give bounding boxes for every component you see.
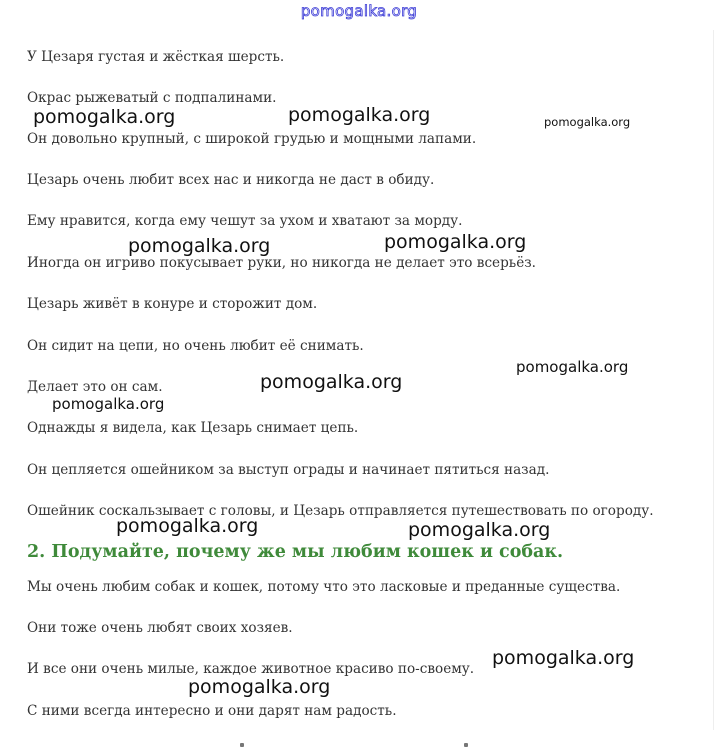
answer-paragraph: И все они очень милые, каждое животное красиво по-своему. — [27, 661, 475, 677]
header-watermark: pomogalka.org — [300, 2, 418, 20]
watermark: pomogalka.org — [516, 358, 629, 376]
answer-paragraph: Мы очень любим собак и кошек, потому что это ласковые и преданные существа. — [27, 579, 621, 595]
watermark: pomogalka.org — [52, 395, 165, 413]
answer-paragraph: С ними всегда интересно и они дарят нам радость. — [27, 703, 397, 719]
paragraph: Окрас рыжеватый с подпалинами. — [27, 90, 277, 106]
paragraph: Однажды я видела, как Цезарь снимает цепь. — [27, 420, 359, 436]
watermark: pomogalka.org — [492, 647, 635, 669]
paragraph: Цезарь живёт в конуре и сторожит дом. — [27, 296, 318, 312]
watermark: pomogalka.org — [408, 519, 551, 541]
paragraph: Иногда он игриво покусывает руки, но никогда не делает это всерьёз. — [27, 255, 536, 271]
watermark: pomogalka.org — [544, 115, 631, 129]
section-heading: 2. Подумайте, почему же мы любим кошек и собак. — [27, 542, 564, 562]
watermark: pomogalka.org — [288, 104, 431, 126]
paragraph: Делает это он сам. — [27, 379, 163, 395]
watermark: pomogalka.org — [384, 231, 527, 253]
paragraph: У Цезаря густая и жёсткая шерсть. — [27, 49, 285, 65]
cropped-mark — [240, 743, 244, 747]
paragraph: Ему нравится, когда ему чешут за ухом и хватают за морду. — [27, 213, 463, 229]
paragraph: Цезарь очень любит всех нас и никогда не даст в обиду. — [27, 172, 435, 188]
watermark: pomogalka.org — [128, 235, 271, 257]
watermark: pomogalka.org — [33, 106, 176, 128]
watermark: pomogalka.org — [116, 515, 259, 537]
page-edge-line — [713, 30, 714, 730]
paragraph: Он сидит на цепи, но очень любит её снимать. — [27, 338, 364, 354]
cropped-edge-marks — [0, 739, 718, 747]
watermark: pomogalka.org — [260, 371, 403, 393]
paragraph: Он цепляется ошейником за выступ ограды и начинает пятиться назад. — [27, 462, 550, 478]
answer-paragraph: Они тоже очень любят своих хозяев. — [27, 620, 293, 636]
paragraph: Ошейник соскальзывает с головы, и Цезарь отправляется путешествовать по огороду. — [27, 503, 654, 519]
cropped-mark — [464, 743, 468, 747]
paragraph: Он довольно крупный, с широкой грудью и мощными лапами. — [27, 131, 477, 147]
watermark: pomogalka.org — [188, 676, 331, 698]
